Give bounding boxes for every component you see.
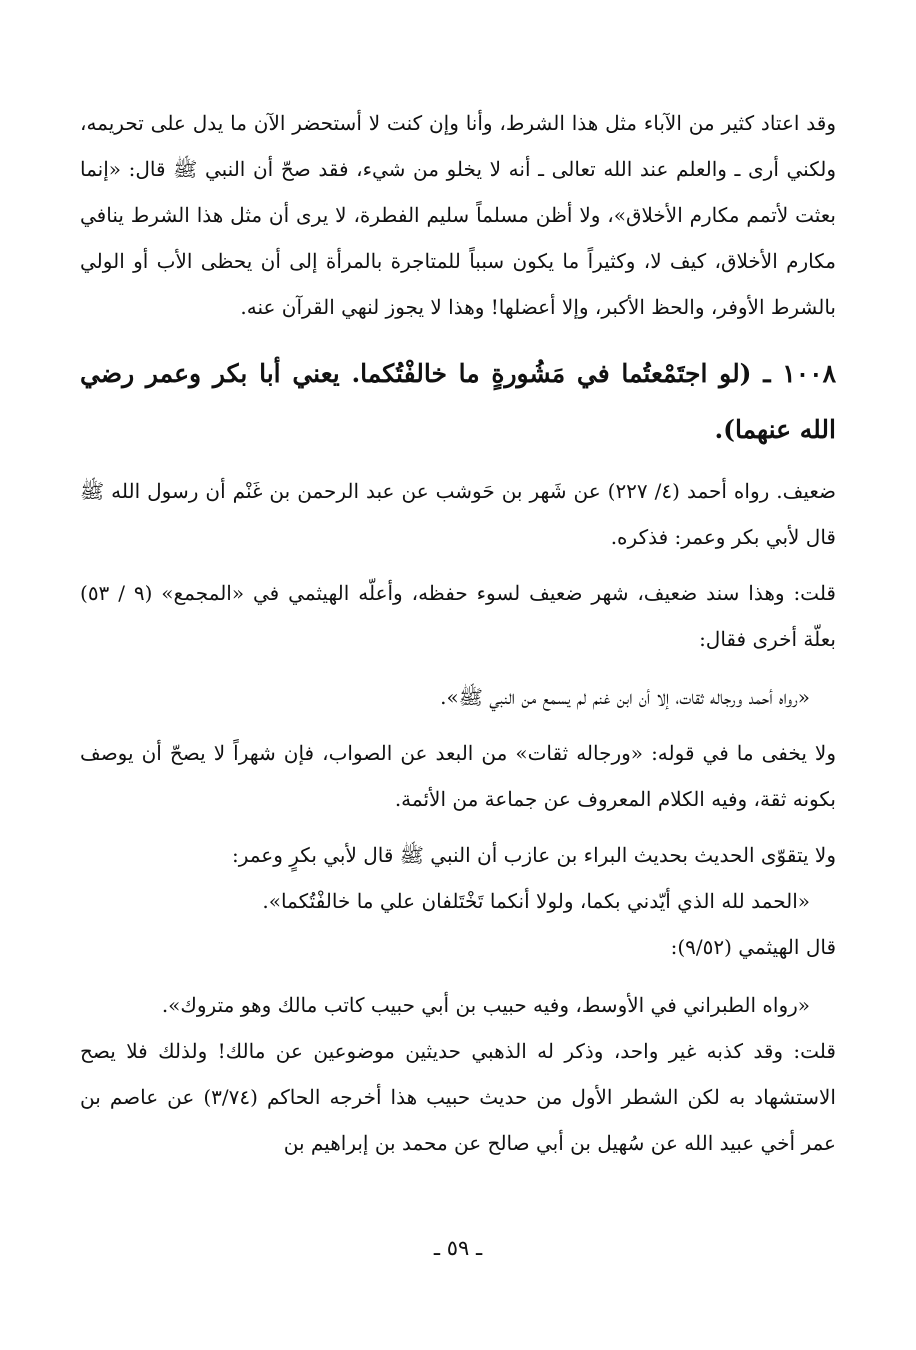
page-body (80, 100, 836, 1166)
paragraph-commentary-condition: وقد اعتاد كثير من الآباء مثل هذا الشرط، وأنا وإن كنت لا أستحضر الآن ما يدل على تحريمه، ولكني أرى ـ والعلم عند الله تعالى ـ أنه لا يخلو من شيء، فقد صحّ أن النبي ﷺ قال: «إنما بعثت لأتمم مكارم الأخلاق»، ولا أظن مسلماً سليم الفطرة، لا يرى أن مثل هذا الشرط ينافي مكارم الأخلاق، كيف لا، وكثيراً ما يكون سبباً للمتاجرة بالمرأة إلى أن يحظى الأب أو الولي بالشرط الأوفر، والحظ الأكبر، وإلا أعضلها! وهذا لا يجوز لنهي القرآن عنه. (80, 111, 836, 319)
hadith-heading-1008: ١٠٠٨ ـ (لو اجتَمْعتُما في مَشُورةٍ ما خالفْتُكما. يعني أبا بكر وعمر رضي الله عنهما). (80, 359, 836, 444)
paragraph-grading: ضعيف. رواه أحمد (٤/ ٢٢٧) عن شَهر بن حَوشب عن عبد الرحمن بن غَنْم أن رسول الله ﷺ قال لأبي بكر وعمر: فذكره. (80, 479, 836, 549)
page-number: ـ ٥٩ ـ (433, 1236, 483, 1260)
quote-haythami-1: «رواه أحمد ورجاله ثقات، إلا أن ابن غنم لم يسمع من النبي ﷺ». (440, 685, 810, 709)
paragraph-haythami-ref: قال الهيثمي (٩/٥٢): (670, 935, 836, 959)
quote-haythami-2: «رواه الطبراني في الأوسط، وفيه حبيب بن أبي حبيب كاتب مالك وهو متروك». (161, 993, 810, 1017)
paragraph-isnad-weakness: قلت: وهذا سند ضعيف، شهر ضعيف لسوء حفظه، وأعلّه الهيثمي في «المجمع» (٩ / ٥٣) بعلّة أخرى فقال: (80, 581, 836, 651)
paragraph-bara-hadith: ولا يتقوّى الحديث بحديث البراء بن عازب أن النبي ﷺ قال لأبي بكرٍ وعمر: (231, 843, 836, 867)
paragraph-conclusion: قلت: وقد كذبه غير واحد، وذكر له الذهبي حديثين موضوعين عن مالك! ولذلك فلا يصح الاستشهاد به لكن الشطر الأول من حديث حبيب هذا أخرجه الحاكم (٣/٧٤) عن عاصم بن عمر أخي عبيد الله عن سُهيل بن أبي صالح عن محمد بن إبراهيم بن (80, 1039, 836, 1155)
quote-bara-text: «الحمد لله الذي أيّدني بكما، ولولا أنكما تَخْتَلفان علي ما خالفْتُكما». (262, 889, 810, 913)
paragraph-critique: ولا يخفى ما في قوله: «ورجاله ثقات» من البعد عن الصواب، فإن شهراً لا يصحّ أن يوصف بكونه ثقة، وفيه الكلام المعروف عن جماعة من الأئمة. (80, 741, 836, 811)
